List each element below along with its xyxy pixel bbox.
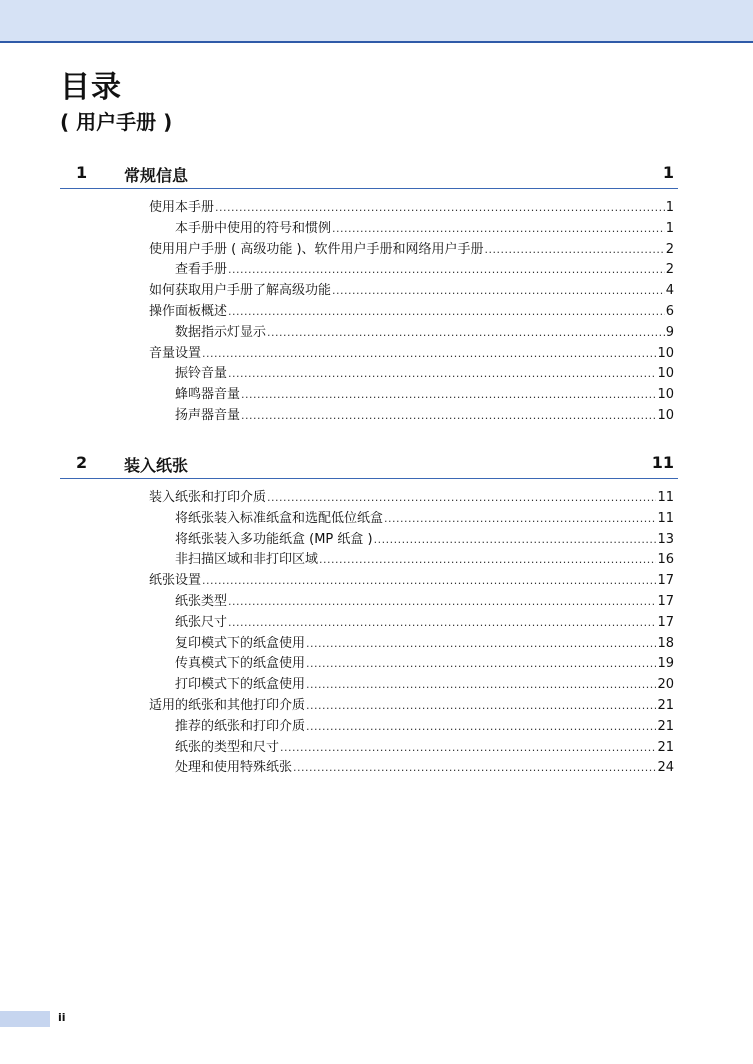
toc-entry-page: 17 [657, 573, 674, 589]
dot-leader [228, 613, 656, 633]
chapter-2-heading[interactable] [60, 452, 678, 479]
toc-entry-text: 数据指示灯显示 [175, 324, 267, 340]
toc-entry[interactable] [149, 240, 674, 260]
toc-entry-text: 操作面板概述 [149, 304, 228, 319]
dot-leader [306, 675, 656, 695]
footer-tab [0, 1011, 50, 1027]
toc-entry-text: 使用本手册 [149, 200, 215, 215]
toc-entry-page: 24 [657, 760, 674, 776]
toc-entry[interactable] [175, 550, 674, 570]
toc-entry-page: 1 [665, 200, 674, 215]
toc-entry[interactable] [175, 738, 674, 758]
dot-leader [228, 592, 656, 612]
toc-entry-text: 纸张设置 [149, 573, 202, 589]
toc-entry[interactable] [149, 302, 674, 322]
toc-entry[interactable] [175, 219, 674, 239]
toc-entry[interactable] [175, 364, 674, 384]
page-subtitle: ( 用户手册 ) [60, 110, 173, 134]
toc-entry[interactable] [175, 509, 674, 529]
toc-entry-page: 9 [665, 324, 674, 340]
dot-leader [306, 717, 656, 737]
toc-entry-text: 非扫描区域和非打印区域 [175, 552, 319, 568]
toc-entry[interactable] [175, 613, 674, 633]
toc-entry-page: 6 [665, 304, 674, 319]
dot-leader [319, 550, 656, 570]
toc-entry-page: 10 [657, 387, 674, 403]
chapter-page: 11 [651, 453, 674, 472]
toc-entry-text: 将纸张装入标准纸盒和选配低位纸盒 [175, 510, 384, 526]
toc-entry-page: 11 [657, 490, 674, 505]
toc-entry-text: 将纸张装入多功能纸盒 (MP 纸盒 ) [175, 531, 373, 547]
dot-leader [267, 488, 656, 508]
toc-entry[interactable] [149, 198, 674, 218]
toc-entry[interactable] [149, 696, 674, 716]
toc-entry-page: 10 [657, 366, 674, 382]
chapter-page: 1 [662, 163, 674, 182]
dot-leader [306, 654, 656, 674]
toc-entry-text: 如何获取用户手册了解高级功能 [149, 283, 332, 299]
toc-entry-text: 本手册中使用的符号和惯例 [175, 220, 332, 236]
dot-leader [228, 302, 665, 322]
toc-entry-page: 16 [657, 552, 674, 568]
toc-entry[interactable] [149, 344, 674, 364]
toc-entry-page: 4 [665, 283, 674, 299]
toc-entry[interactable] [175, 592, 674, 612]
toc-entry-text: 复印模式下的纸盒使用 [175, 635, 306, 651]
toc-entry-page: 21 [657, 718, 674, 734]
dot-leader [241, 406, 656, 426]
toc-entry[interactable] [175, 758, 674, 778]
toc-entry-page: 17 [657, 594, 674, 609]
dot-leader [374, 530, 657, 550]
dot-leader [485, 240, 665, 260]
toc-entry-page: 18 [657, 635, 674, 651]
toc-entry[interactable] [175, 260, 674, 280]
header-band [0, 0, 753, 43]
toc-entry-page: 21 [657, 739, 674, 755]
dot-leader [202, 344, 656, 364]
toc-entry-page: 19 [657, 656, 674, 672]
dot-leader [306, 696, 656, 716]
toc-entry-page: 20 [657, 677, 674, 693]
toc-entry[interactable] [175, 530, 674, 550]
dot-leader [384, 509, 656, 529]
toc-entry-text: 推荐的纸张和打印介质 [175, 718, 306, 734]
dot-leader [306, 634, 656, 654]
toc-entry-text: 使用用户手册 ( 高级功能 )、软件用户手册和网络用户手册 [149, 241, 484, 257]
toc-entry-text: 振铃音量 [175, 366, 228, 382]
chapter-1-heading[interactable] [60, 162, 678, 189]
toc-entry-page: 1 [665, 220, 674, 236]
toc-entry-text: 扬声器音量 [175, 408, 241, 423]
toc-entry[interactable] [175, 385, 674, 405]
dot-leader [228, 260, 665, 280]
toc-entry[interactable] [149, 488, 674, 508]
toc-entry-page: 10 [657, 408, 674, 423]
toc-entry[interactable] [175, 717, 674, 737]
toc-entry[interactable] [175, 634, 674, 654]
toc-entry-text: 适用的纸张和其他打印介质 [149, 698, 306, 713]
toc-entry-text: 打印模式下的纸盒使用 [175, 677, 306, 693]
toc-entry-page: 2 [665, 241, 674, 257]
dot-leader [293, 758, 656, 778]
dot-leader [202, 571, 656, 591]
toc-entry[interactable] [175, 323, 674, 343]
toc-entry-text: 处理和使用特殊纸张 [175, 760, 293, 776]
toc-entry[interactable] [149, 281, 674, 301]
toc-entry[interactable] [175, 654, 674, 674]
chapter-number: 1 [76, 163, 88, 182]
chapter-title: 装入纸张 [124, 456, 189, 475]
footer-page-number: ii [58, 1011, 66, 1024]
toc-entry-page: 13 [657, 531, 674, 547]
toc-entry-text: 查看手册 [175, 262, 228, 278]
chapter-title: 常规信息 [124, 166, 189, 185]
dot-leader [241, 385, 656, 405]
dot-leader [280, 738, 656, 758]
dot-leader [332, 281, 665, 301]
dot-leader [267, 323, 665, 343]
page-title: 目录 [60, 70, 122, 105]
toc-entry-text: 装入纸张和打印介质 [149, 490, 267, 505]
toc-entry-text: 纸张类型 [175, 594, 228, 609]
toc-entry-text: 纸张的类型和尺寸 [175, 739, 280, 755]
toc-entry[interactable] [175, 406, 674, 426]
toc-entry-text: 传真模式下的纸盒使用 [175, 656, 306, 672]
chapter-number: 2 [76, 453, 88, 472]
toc-entry[interactable] [149, 571, 674, 591]
toc-entry-text: 纸张尺寸 [175, 614, 228, 630]
toc-entry-page: 21 [657, 698, 674, 713]
toc-entry[interactable] [175, 675, 674, 695]
toc-entry-page: 11 [657, 510, 674, 526]
toc-entry-text: 音量设置 [149, 345, 202, 361]
toc-entry-page: 2 [665, 262, 674, 278]
toc-entry-page: 10 [657, 345, 674, 361]
dot-leader [228, 364, 656, 384]
dot-leader [332, 219, 665, 239]
dot-leader [215, 198, 665, 218]
toc-entry-text: 蜂鸣器音量 [175, 387, 241, 403]
toc-entry-page: 17 [657, 614, 674, 630]
